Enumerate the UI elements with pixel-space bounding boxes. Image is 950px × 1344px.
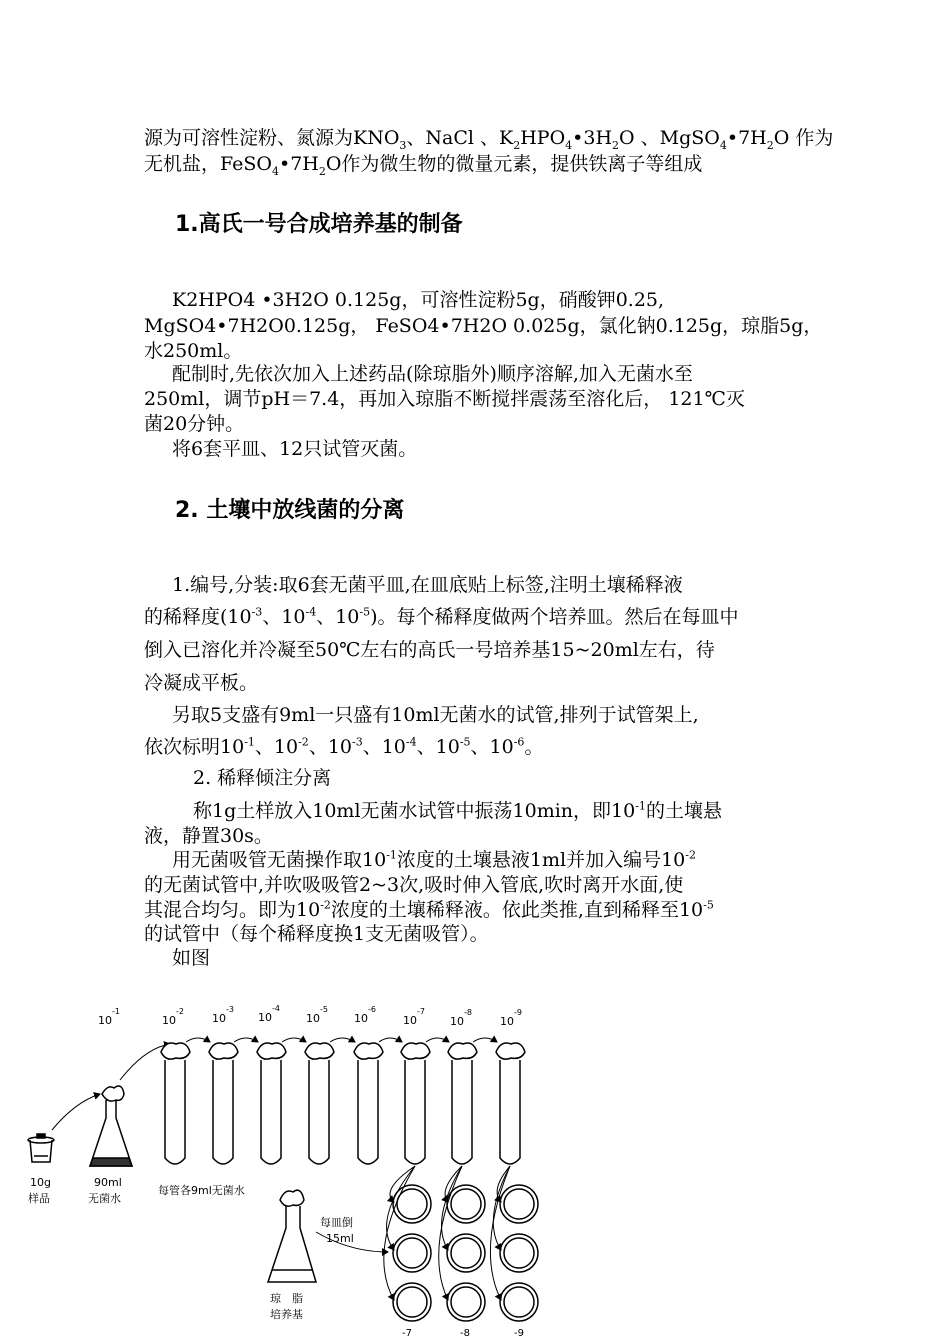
test-tube-1 bbox=[161, 1043, 190, 1164]
step2-title: 2. 稀释倾注分离 bbox=[193, 767, 332, 789]
test-tube-8 bbox=[496, 1043, 525, 1164]
serial-dilution-figure bbox=[20, 990, 580, 1340]
sterilize-line: 将6套平皿、12只试管灭菌。 bbox=[172, 438, 418, 460]
step1-line-3: 倒入已溶化并冷凝至50℃左右的高氏一号培养基15~20ml左右，待 bbox=[144, 639, 715, 661]
test-tube-5 bbox=[354, 1043, 383, 1164]
petri-plate-col3-row2 bbox=[500, 1234, 538, 1272]
step1-line-1: 1.编号,分装:取6套无菌平皿,在皿底贴上标签,注明土壤稀释液 bbox=[172, 574, 683, 596]
test-tube-7 bbox=[448, 1043, 477, 1164]
plate-label-3: -9 bbox=[514, 1328, 524, 1339]
pour-label-2: 15ml bbox=[326, 1232, 354, 1245]
arrow-sample-to-flask bbox=[52, 1094, 100, 1130]
tubes-label: 每管各9ml无菌水 bbox=[158, 1184, 245, 1197]
dilution-label-7: $10^{-7}$ bbox=[403, 1007, 425, 1027]
agar-flask-icon bbox=[268, 1190, 316, 1282]
recipe-line-3: 水250ml。 bbox=[144, 340, 243, 362]
pour-label-1: 每皿倒 bbox=[320, 1216, 353, 1229]
pipette-line-2: 的无菌试管中,并吹吸吸管2~3次,吸时伸入管底,吹时离开水面,使 bbox=[144, 874, 684, 896]
pipette-line-1: 用无菌吸管无菌操作取$10^{-1}$浓度的土壤悬液1ml并加入编号$10^{-2}$ bbox=[172, 848, 696, 871]
plate-label-1: -7 bbox=[402, 1328, 412, 1339]
dilution-label-1: $10^{-1}$ bbox=[98, 1007, 120, 1027]
intro-line-2: 无机盐，$FeSO_4•7H_2O$作为微生物的微量元素，提供铁离子等组成 bbox=[144, 153, 703, 178]
prep-line-2: 250ml，调节pH＝7.4，再加入琼脂不断搅拌震荡至溶化后， 121℃灭 bbox=[144, 388, 745, 410]
test-tube-6 bbox=[401, 1043, 430, 1164]
step1-line-4: 冷凝成平板。 bbox=[144, 672, 259, 694]
tube-to-plate-arrows bbox=[384, 1166, 510, 1300]
sample-label: 样品 bbox=[28, 1192, 50, 1205]
as-figure-line: 如图 bbox=[172, 947, 211, 969]
sample-beaker-icon bbox=[28, 1134, 54, 1162]
test-tube-4 bbox=[305, 1043, 334, 1164]
agar-label-2: 培养基 bbox=[270, 1308, 303, 1321]
recipe-line-1: K2HPO4 •3H2O 0.125g，可溶性淀粉5g，硝酸钾0.25, bbox=[172, 289, 665, 311]
dilution-label-3: $10^{-3}$ bbox=[212, 1005, 234, 1025]
plate-label-2: -8 bbox=[460, 1328, 470, 1339]
pipette-line-3: 其混合均匀。即为$10^{-2}$浓度的土壤稀释液。依此类推,直到稀释至$10^{-5}$ bbox=[144, 898, 714, 921]
dilution-label-8: $10^{-8}$ bbox=[450, 1008, 472, 1028]
dilution-label-5: $10^{-5}$ bbox=[306, 1005, 328, 1025]
petri-plate-col1-row3 bbox=[393, 1283, 431, 1321]
petri-plate-col2-row3 bbox=[447, 1283, 485, 1321]
petri-plate-col3-row1 bbox=[500, 1185, 538, 1223]
tubes-line-1: 另取5支盛有9ml一只盛有10ml无菌水的试管,排列于试管架上, bbox=[172, 704, 699, 726]
flask-amount: 90ml bbox=[94, 1176, 122, 1189]
test-tubes bbox=[161, 1043, 525, 1164]
dilution-label-2: $10^{-2}$ bbox=[162, 1007, 184, 1027]
water-flask-icon bbox=[90, 1086, 132, 1166]
dilution-label-6: $10^{-6}$ bbox=[354, 1005, 376, 1025]
petri-plate-col1-row2 bbox=[393, 1234, 431, 1272]
test-tube-3 bbox=[257, 1043, 286, 1164]
tubes-line-2: 依次标明$10^{-1}$、$10^{-2}$、$10^{-3}$、$10^{-4}$、$10^{-5}$、$10^{-6}$。 bbox=[144, 735, 544, 758]
petri-plate-col2-row1 bbox=[447, 1185, 485, 1223]
soil-line-2: 液，静置30s。 bbox=[144, 825, 273, 847]
dilution-label-9: $10^{-9}$ bbox=[500, 1008, 522, 1028]
prep-line-1: 配制时,先依次加入上述药品(除琼脂外)顺序溶解,加入无菌水至 bbox=[172, 363, 693, 385]
recipe-line-2: MgSO4•7H2O0.125g， FeSO4•7H2O 0.025g，氯化钠0.125g，琼脂5g， bbox=[144, 315, 823, 337]
intro-line-1: 源为可溶性淀粉、氮源为$KNO_3$、NaCl 、$K_2HPO_4•3H_2O$ 、$MgSO_4•7H_2O$ 作为 bbox=[144, 127, 834, 152]
section1-heading: 1.高氏一号合成培养基的制备 bbox=[175, 212, 463, 237]
dilution-labels bbox=[98, 1004, 522, 1028]
pipette-line-4: 的试管中（每个稀释度换1支无菌吸管）。 bbox=[144, 923, 489, 945]
agar-label-1: 琼 脂 bbox=[270, 1292, 303, 1305]
dilution-label-4: $10^{-4}$ bbox=[258, 1004, 280, 1024]
transfer-arrows bbox=[186, 1038, 497, 1042]
petri-plate-col3-row3 bbox=[500, 1283, 538, 1321]
section2-heading: 2. 土壤中放线菌的分离 bbox=[175, 498, 405, 523]
prep-line-3: 菌20分钟。 bbox=[144, 413, 245, 435]
petri-plate-col2-row2 bbox=[447, 1234, 485, 1272]
step1-line-2: 的稀释度($10^{-3}$、$10^{-4}$、$10^{-5}$)。每个稀释度做两个培养皿。然后在每皿中 bbox=[144, 605, 739, 628]
petri-plate-col1-row1 bbox=[393, 1185, 431, 1223]
petri-plates bbox=[393, 1185, 538, 1321]
soil-line-1: 称1g土样放入10ml无菌水试管中振荡10min，即$10^{-1}$的土壤悬 bbox=[193, 799, 722, 822]
test-tube-2 bbox=[209, 1043, 238, 1164]
flask-label: 无菌水 bbox=[88, 1192, 121, 1205]
sample-amount: 10g bbox=[30, 1176, 51, 1189]
